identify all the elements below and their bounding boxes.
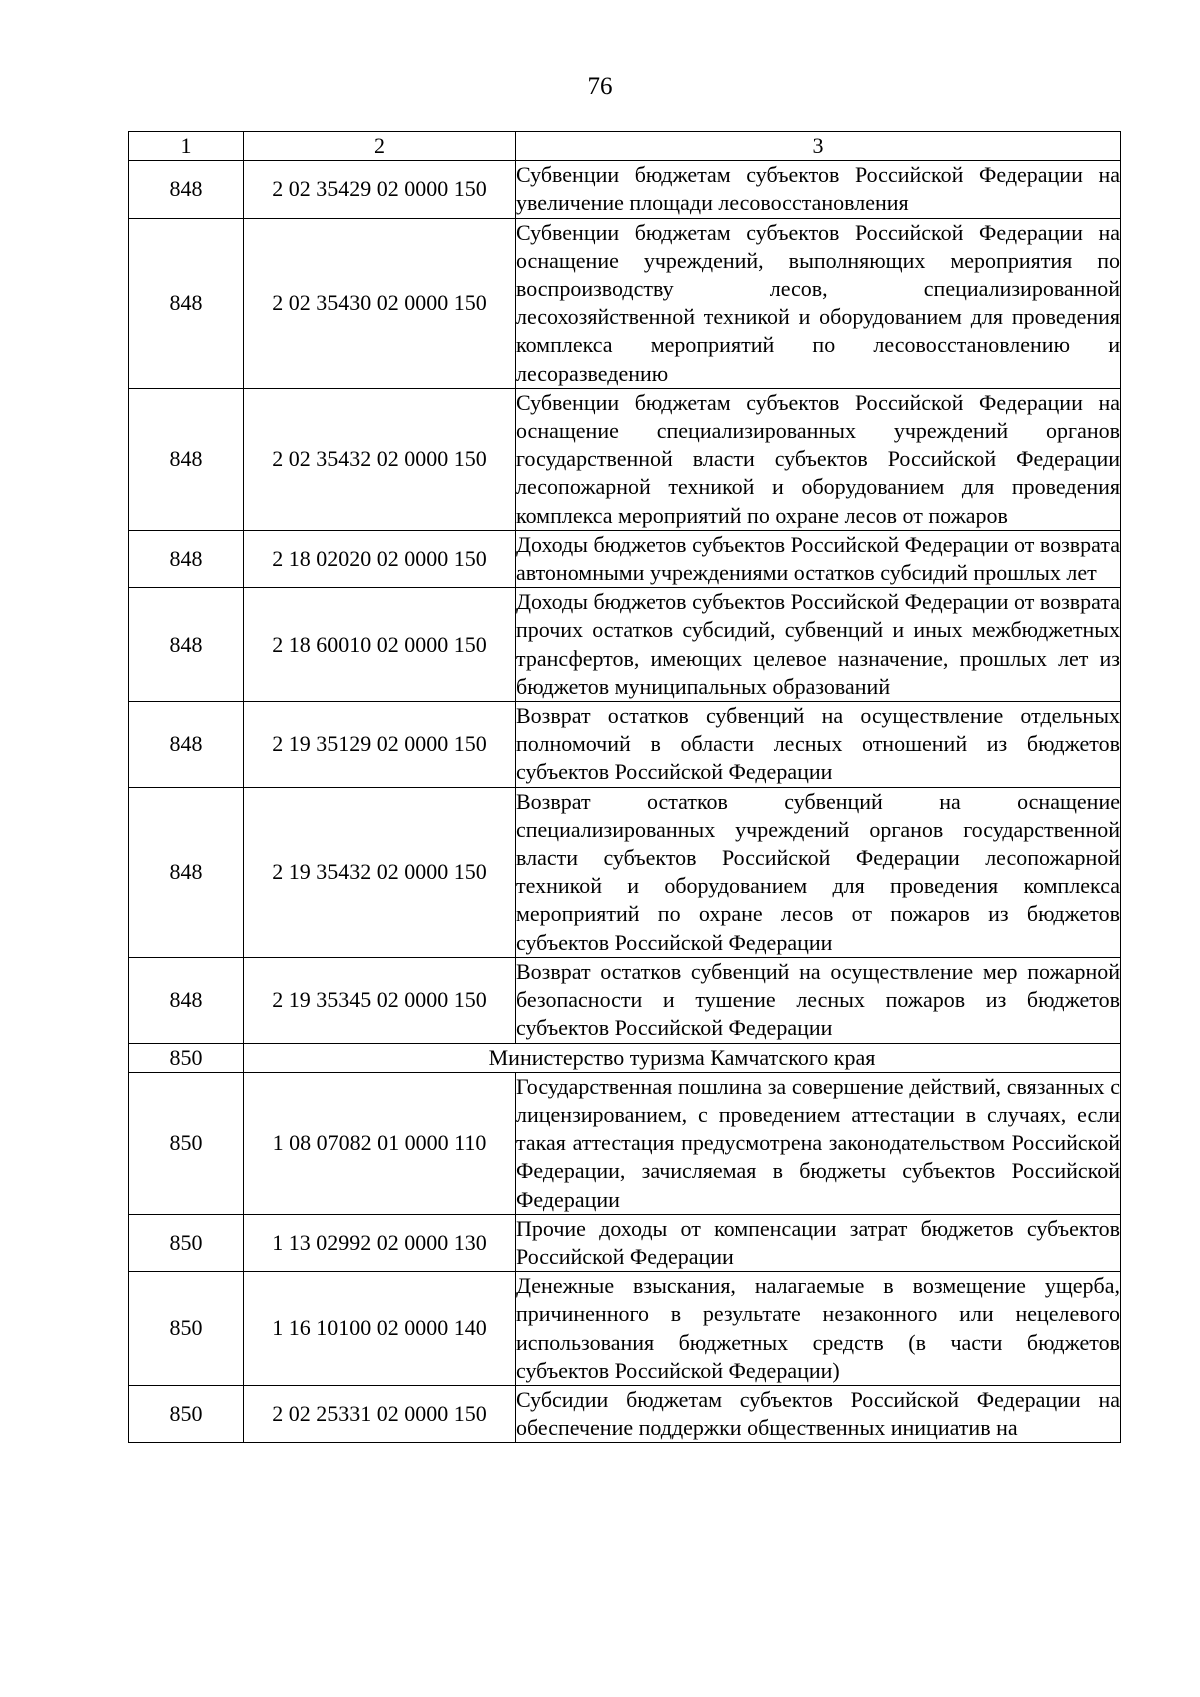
admin-code-cell: 848 <box>129 588 244 702</box>
description-cell: Прочие доходы от компенсации затрат бюджетов субъектов Российской Федерации <box>516 1214 1121 1271</box>
description-cell: Государственная пошлина за совершение действий, связанных с лицензированием, с проведением аттестации в случаях, если такая аттестация предусмотрена законодательством Российской Федерации, зачисляемая в бюджеты субъектов Российской Федерации <box>516 1072 1121 1214</box>
admin-code-cell: 848 <box>129 702 244 788</box>
table-row <box>129 530 1121 587</box>
description-cell: Субвенции бюджетам субъектов Российской Федерации на увеличение площади лесовосстановления <box>516 161 1121 218</box>
description-cell: Возврат остатков субвенций на оснащение специализированных учреждений органов государственной власти субъектов Российской Федерации лесопожарной техникой и оборудованием для проведения комплекса мероприятий по охране лесов от пожаров из бюджетов субъектов Российской Федерации <box>516 787 1121 957</box>
header-cell-column-1: 1 <box>129 132 244 161</box>
revenue-code-cell: 2 02 25331 02 0000 150 <box>244 1385 516 1442</box>
ministry-name-cell: Министерство туризма Камчатского края <box>244 1043 1121 1072</box>
revenue-code-cell: 2 18 02020 02 0000 150 <box>244 530 516 587</box>
description-cell: Субвенции бюджетам субъектов Российской Федерации на оснащение учреждений, выполняющих мероприятия по воспроизводству лесов, специализированной лесохозяйственной техникой и оборудованием для проведения комплекса мероприятий по лесовосстановлению и лесоразведению <box>516 218 1121 388</box>
admin-code-cell: 848 <box>129 161 244 218</box>
description-cell: Субсидии бюджетам субъектов Российской Федерации на обеспечение поддержки общественных инициатив на <box>516 1385 1121 1442</box>
revenue-code-cell: 2 02 35432 02 0000 150 <box>244 388 516 530</box>
table-row <box>129 957 1121 1043</box>
admin-code-cell: 848 <box>129 530 244 587</box>
budget-revenue-table <box>128 131 1121 1443</box>
description-cell: Доходы бюджетов субъектов Российской Федерации от возврата прочих остатков субсидий, субвенций и иных межбюджетных трансфертов, имеющих целевое назначение, прошлых лет из бюджетов муниципальных образований <box>516 588 1121 702</box>
revenue-code-cell: 1 16 10100 02 0000 140 <box>244 1272 516 1386</box>
table-body <box>129 132 1121 1443</box>
description-cell: Денежные взыскания, налагаемые в возмещение ущерба, причиненного в результате незаконного или нецелевого использования бюджетных средств (в части бюджетов субъектов Российской Федерации) <box>516 1272 1121 1386</box>
ministry-row <box>129 1043 1121 1072</box>
table-header-row <box>129 132 1121 161</box>
table-row <box>129 161 1121 218</box>
table-row <box>129 1072 1121 1214</box>
admin-code-cell: 850 <box>129 1385 244 1442</box>
table-row <box>129 588 1121 702</box>
admin-code-cell: 848 <box>129 787 244 957</box>
description-cell: Возврат остатков субвенций на осуществление мер пожарной безопасности и тушение лесных пожаров из бюджетов субъектов Российской Федерации <box>516 957 1121 1043</box>
table-row <box>129 702 1121 788</box>
revenue-code-cell: 1 08 07082 01 0000 110 <box>244 1072 516 1214</box>
admin-code-cell: 850 <box>129 1043 244 1072</box>
header-cell-column-2: 2 <box>244 132 516 161</box>
revenue-code-cell: 2 02 35430 02 0000 150 <box>244 218 516 388</box>
page-number: 76 <box>587 73 613 100</box>
admin-code-cell: 850 <box>129 1072 244 1214</box>
table-row <box>129 787 1121 957</box>
table-row <box>129 218 1121 388</box>
table-row <box>129 1272 1121 1386</box>
admin-code-cell: 848 <box>129 218 244 388</box>
admin-code-cell: 850 <box>129 1272 244 1386</box>
table-row <box>129 1214 1121 1271</box>
description-cell: Субвенции бюджетам субъектов Российской Федерации на оснащение специализированных учреждений органов государственной власти субъектов Российской Федерации лесопожарной техникой и оборудованием для проведения комплекса мероприятий по охране лесов от пожаров <box>516 388 1121 530</box>
revenue-code-cell: 2 18 60010 02 0000 150 <box>244 588 516 702</box>
description-cell: Возврат остатков субвенций на осуществление отдельных полномочий в области лесных отношений из бюджетов субъектов Российской Федерации <box>516 702 1121 788</box>
revenue-code-cell: 1 13 02992 02 0000 130 <box>244 1214 516 1271</box>
table-row <box>129 1385 1121 1442</box>
admin-code-cell: 848 <box>129 957 244 1043</box>
revenue-code-cell: 2 02 35429 02 0000 150 <box>244 161 516 218</box>
header-cell-column-3: 3 <box>516 132 1121 161</box>
revenue-code-cell: 2 19 35432 02 0000 150 <box>244 787 516 957</box>
revenue-code-cell: 2 19 35129 02 0000 150 <box>244 702 516 788</box>
admin-code-cell: 848 <box>129 388 244 530</box>
revenue-code-cell: 2 19 35345 02 0000 150 <box>244 957 516 1043</box>
table-row <box>129 388 1121 530</box>
admin-code-cell: 850 <box>129 1214 244 1271</box>
description-cell: Доходы бюджетов субъектов Российской Федерации от возврата автономными учреждениями остатков субсидий прошлых лет <box>516 530 1121 587</box>
